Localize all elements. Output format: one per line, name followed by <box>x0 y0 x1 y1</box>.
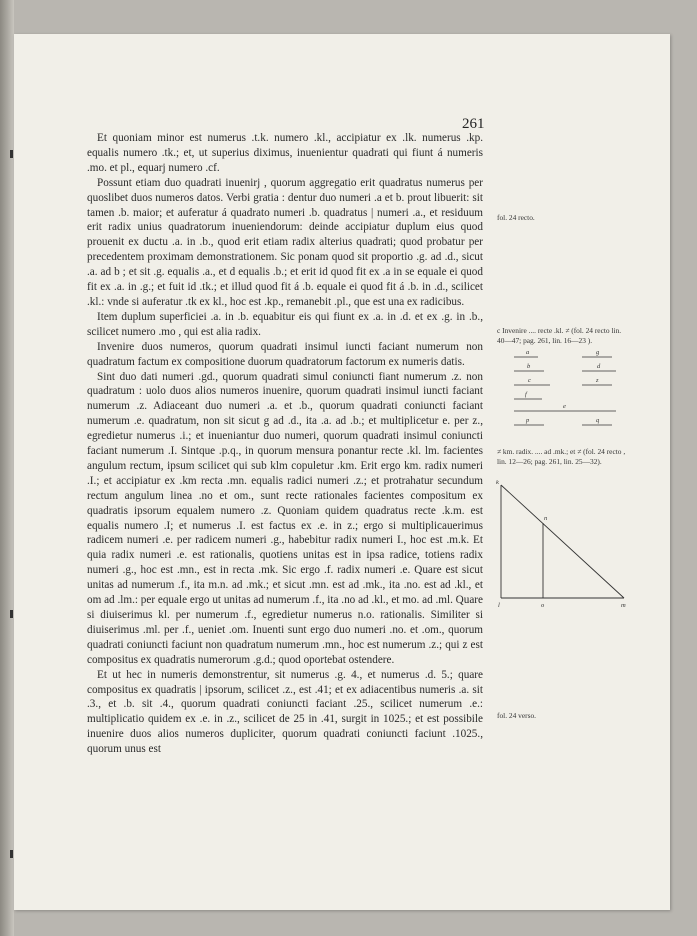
label-m: m <box>621 602 626 609</box>
paragraph-3: Item duplum superficiei .a. in .b. equabitur eis qui fiunt ex .a. in .d. et ex .g. in .b., scilicet numero .mo , qui est alia radix. <box>87 310 483 338</box>
margin-note-fol-24-verso: fol. 24 verso. <box>497 711 536 720</box>
paragraph-1: Et quoniam minor est numerus .t.k. numero .kl., accipiatur ex .lk. numerus .kp. equalis numero .tk.; et, ut superius diximus, inuenientur quadrati qui fiunt á numeris .mo. et pl., equarj numero .cf. <box>87 132 483 174</box>
label-p: p <box>526 417 530 424</box>
label-z: z <box>596 377 599 384</box>
right-triangle-figure <box>496 480 631 610</box>
label-c: c <box>528 377 531 384</box>
main-text <box>87 131 483 757</box>
paragraph-2: Possunt etiam duo quadrati inuenirj , quorum aggregatio erit quadratus numerus per quoslibet duos numeros datos. Verbi gratia : dentur duo numeri .a et b. prout libuerit: sit tamen .b. maior; et auferatur á quadrato numeri .b. quadratus | numeri .a., et residuum erit radix unius quadratorum inueniendorum: deinde accipiatur duplum eius quod prouenit ex ductu .a. in .b., quod erit etiam radix alterius quadrati; quod probatur per precedentem proximam demonstrationem. Sic ponam quod sit proportio .g. ad .d., sicut .a. ad b ; et sit .g. equalis .a., et d equalis .b.; et erit id quod fit ex .a in se equale ei quod fit ex .a. in .g.; et fuit id .tk.; et illud quod fit á .b. equale ei quod fit á .b. in .d., scilicet .kl.: vnde si auferatur .tk ex kl., hoc est .kp., remanebit .pl., que est una ex radicibus. <box>87 176 483 308</box>
margin-note-invenire: c Invenire .... recte .kl. ≠ (fol. 24 recto lin. 40—47; pag. 261, lin. 16—23 ). <box>497 326 622 345</box>
margin-note-km-radix: ≠ km. radix. .... ad .mk.; et ≠ (fol. 24 recto , lin. 12—26; pag. 261, lin. 25—32). <box>497 447 626 466</box>
paragraph-5: Sint duo dati numeri .gd., quorum quadrati simul coniuncti fiant numerum .z. non quadratum : uolo duos alios numeros inuenire, quorum quadrati insimul iuncti faciant numerum .z. Adiaceant duo numeri .a. et .b., quorum quadrati coniuncti faciant numerum .e. quadratum, non sit sicut g ad .d., ita .a. ad .b.; et multiplicetur e. per z., egredietur numerus .i.; et inueniantur duo numeri, quorum quadrati insimul coniuncti faciant numerum .I. Sintque .p.q., in quorum mensura ponantur recte .kl. lm. facientes angulum rectum, ipsum scilicet qui sub klm copuletur .km. Erit ergo km. radix numeri .I.; et accipiatur ex .km recta .mn. equalis radici numeri .z.; et protrahatur secundum rectum angulum linea .no et om., sunt recte rationales facientes compositum ex quadratis ipsorum equalem numero .z. Quoniam quidem quadratus recte .k.m. est equalis numero .I; et numerus .I. est factus ex .e. in z.; ergo si multiplicauerimus radicem numeri .e. per radicem numeri .g., habebitur radix numeri I., hoc est .m.k. Et quia radix numeri .e. est rationalis, quotiens unitas est in ipsa radice, totiens radix numeri .g., hoc est .mn., est in recta .mk. Sic ergo .f. radix numeri .e. Quare est sicut unitas ad numerum .f., ita m.n. ad .mk.; et sicut .mn. est ad .mk., ita .no. est ad .kl., et om ad .lm.: per equale ergo ut unitas ad numerum .f., ita .no ad .kl., et mo. ad .ml. Quare si diuiserimus kl. per numerum .f., egredietur numerus n.o. rationalis. Similiter si diuiserimus .ml. per .f., ueniet .om. Inuenti sunt ergo duo numeri .no. et .om., quorum quadrati coniuncti faciunt non quadratum numerum .mn., hoc est numerum .z.; qui z est compositus ex quadratis numerorum .g.d.; quod oportebat ostendere. <box>87 370 483 666</box>
label-o: o <box>541 602 545 609</box>
label-b: b <box>527 363 531 370</box>
label-e: e <box>563 403 566 410</box>
label-k: k <box>496 480 499 486</box>
label-n: n <box>544 515 548 522</box>
paragraph-6: Et ut hec in numeris demonstrentur, sit numerus .g. 4., et numerus .d. 5.; quare compositus ex quadratis | ipsorum, scilicet .z., est .41; et ex adiacentibus numeris .a. sit .3., et .b. sit .4., quorum quadrati coniuncti faciant .25., scilicet numerum .e.: multiplicatio quidem ex .e. in .z., scilicet de 25 in .41, surgit in 1025.; et est possibile inuenire duos alios numeros dupliciter, quorum quadrati coniuncti faciunt .1025., quorum unus est <box>87 668 483 756</box>
label-l: l <box>498 602 500 609</box>
label-g: g <box>596 349 600 356</box>
paragraph-4: Invenire duos numeros, quorum quadrati insimul iuncti faciant numerum non quadratum factum ex compositione duorum quadratorum factorum ex numeris datis. <box>87 340 483 368</box>
label-d: d <box>597 363 601 370</box>
margin-note-fol-24-recto: fol. 24 recto. <box>497 213 535 222</box>
page-number: 261 <box>462 116 485 132</box>
label-q: q <box>596 417 600 424</box>
label-f: f <box>525 391 527 398</box>
label-a: a <box>526 349 530 356</box>
line-segments-figure <box>508 349 620 427</box>
